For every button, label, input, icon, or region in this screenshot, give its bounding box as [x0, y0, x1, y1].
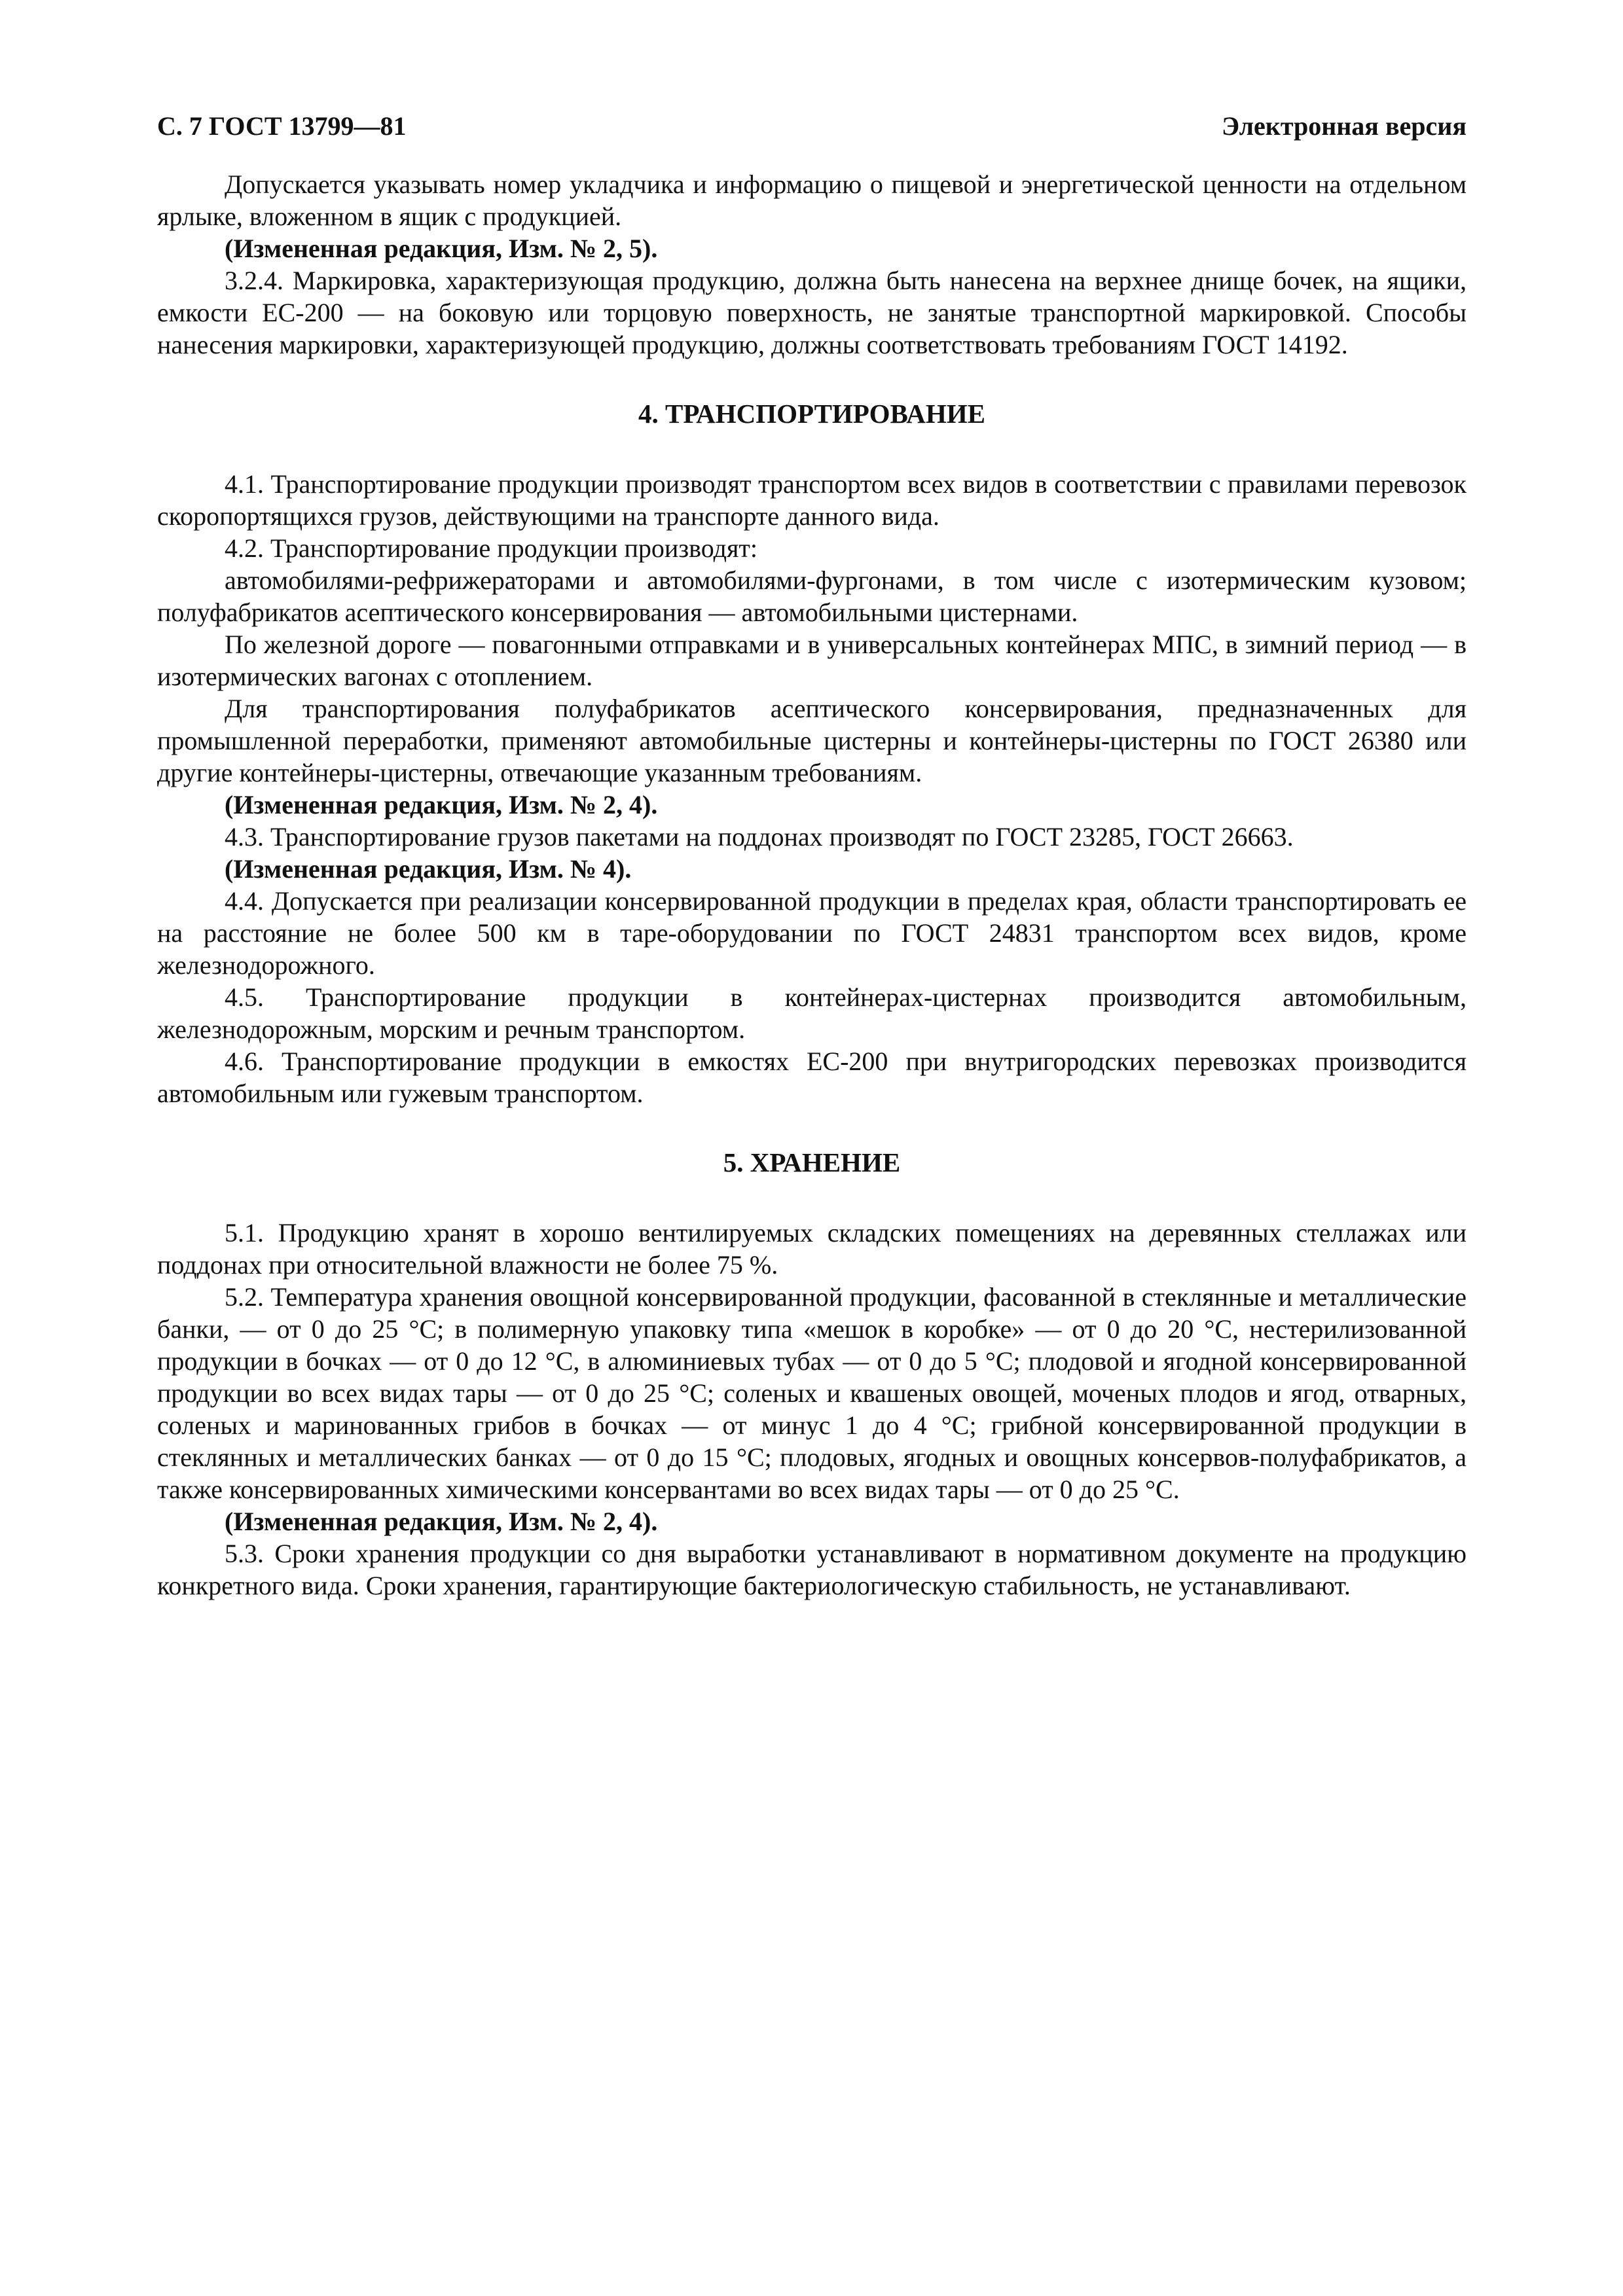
paragraph: 3.2.4. Маркировка, характеризующая продукцию, должна быть нанесена на верхнее днище бочек, на ящики, емкости ЕС-200 — на боковую или торцовую поверхность, не занятые транспортной маркировкой. Способы нанесения маркировки, характеризующей продукцию, должны соответствовать требованиям ГОСТ 14192. [157, 266, 1467, 359]
paragraph: автомобилями-рефрижераторами и автомобилями-фургонами, в том числе с изотермическим кузовом; полуфабрикатов асептического консервирования — автомобильными цистернами. [157, 565, 1467, 627]
revision-note: (Измененная редакция, Изм. № 2, 4). [225, 1507, 658, 1536]
paragraph: Для транспортирования полуфабрикатов асептического консервирования, предназначенных для промышленной переработки, применяют автомобильные цистерны и контейнеры-цистерны по ГОСТ 26380 или другие контейнеры-цистерны, отвечающие указанным требованиям. [157, 694, 1467, 787]
header-page-number: С. 7 ГОСТ 13799—81 [157, 111, 407, 141]
section-heading: 5. ХРАНЕНИЕ [723, 1147, 901, 1177]
page-header [157, 110, 1467, 142]
paragraph: 4.3. Транспортирование грузов пакетами на поддонах производят по ГОСТ 23285, ГОСТ 26663. [225, 822, 1294, 852]
paragraph: 4.6. Транспортирование продукции в емкостях ЕС-200 при внутригородских перевозках производится автомобильным или гужевым транспортом. [157, 1047, 1467, 1108]
paragraph: 4.2. Транспортирование продукции производят: [225, 533, 757, 563]
revision-note: (Измененная редакция, Изм. № 2, 4). [225, 790, 658, 819]
section-heading: 4. ТРАНСПОРТИРОВАНИЕ [638, 399, 986, 429]
document-page [157, 110, 1467, 1602]
paragraph: 5.2. Температура хранения овощной консервированной продукции, фасованной в стеклянные и металлические банки, — от 0 до 25 °С; в полимерную упаковку типа «мешок в коробке» — от 0 до 20 °С, нестерилизованной продукции в бочках — от 0 до 12 °С, в алюминиевых тубах — от 0 до 5 °С; плодовой и ягодной консервированной продукции во всех видах тары — от 0 до 25 °С; соленых и квашеных овощей, моченых плодов и ягод, отварных, соленых и маринованных грибов в бочках — от минус 1 до 4 °С; грибной консервированной продукции в стеклянных и металлических банках — от 0 до 15 °С; плодовых, ягодных и овощных консервов-полуфабрикатов, а также консервированных химическими консервантами во всех видах тары — от 0 до 25 °С. [157, 1282, 1467, 1504]
revision-note: (Измененная редакция, Изм. № 2, 5). [225, 234, 658, 263]
paragraph: Допускается указывать номер укладчика и информацию о пищевой и энергетической ценности на отдельном ярлыке, вложенном в ящик с продукцией. [157, 170, 1467, 231]
paragraph: 4.4. Допускается при реализации консервированной продукции в пределах края, области транспортировать ее на расстояние не более 500 км в таре-оборудовании по ГОСТ 24831 транспортом всех видов, кроме железнодорожного. [157, 886, 1467, 980]
paragraph: 4.5. Транспортирование продукции в контейнерах-цистернах производится автомобильным, железнодорожным, морским и речным транспортом. [157, 982, 1467, 1044]
paragraph: 5.3. Сроки хранения продукции со дня выработки устанавливают в нормативном документе на продукцию конкретного вида. Сроки хранения, гарантирующие бактериологическую стабильность, не устанавливают. [157, 1539, 1467, 1600]
paragraph: 4.1. Транспортирование продукции производят транспортом всех видов в соответствии с правилами перевозок скоропортящихся грузов, действующими на транспорте данного вида. [157, 469, 1467, 531]
revision-note: (Измененная редакция, Изм. № 4). [225, 854, 632, 884]
paragraph: По железной дороге — повагонными отправками и в универсальных контейнерах МПС, в зимний период — в изотермических вагонах с отоплением. [157, 630, 1467, 691]
header-version-label: Электронная версия [1221, 111, 1467, 141]
paragraph: 5.1. Продукцию хранят в хорошо вентилируемых складских помещениях на деревянных стеллажах или поддонах при относительной влажности не более 75 %. [157, 1218, 1467, 1280]
